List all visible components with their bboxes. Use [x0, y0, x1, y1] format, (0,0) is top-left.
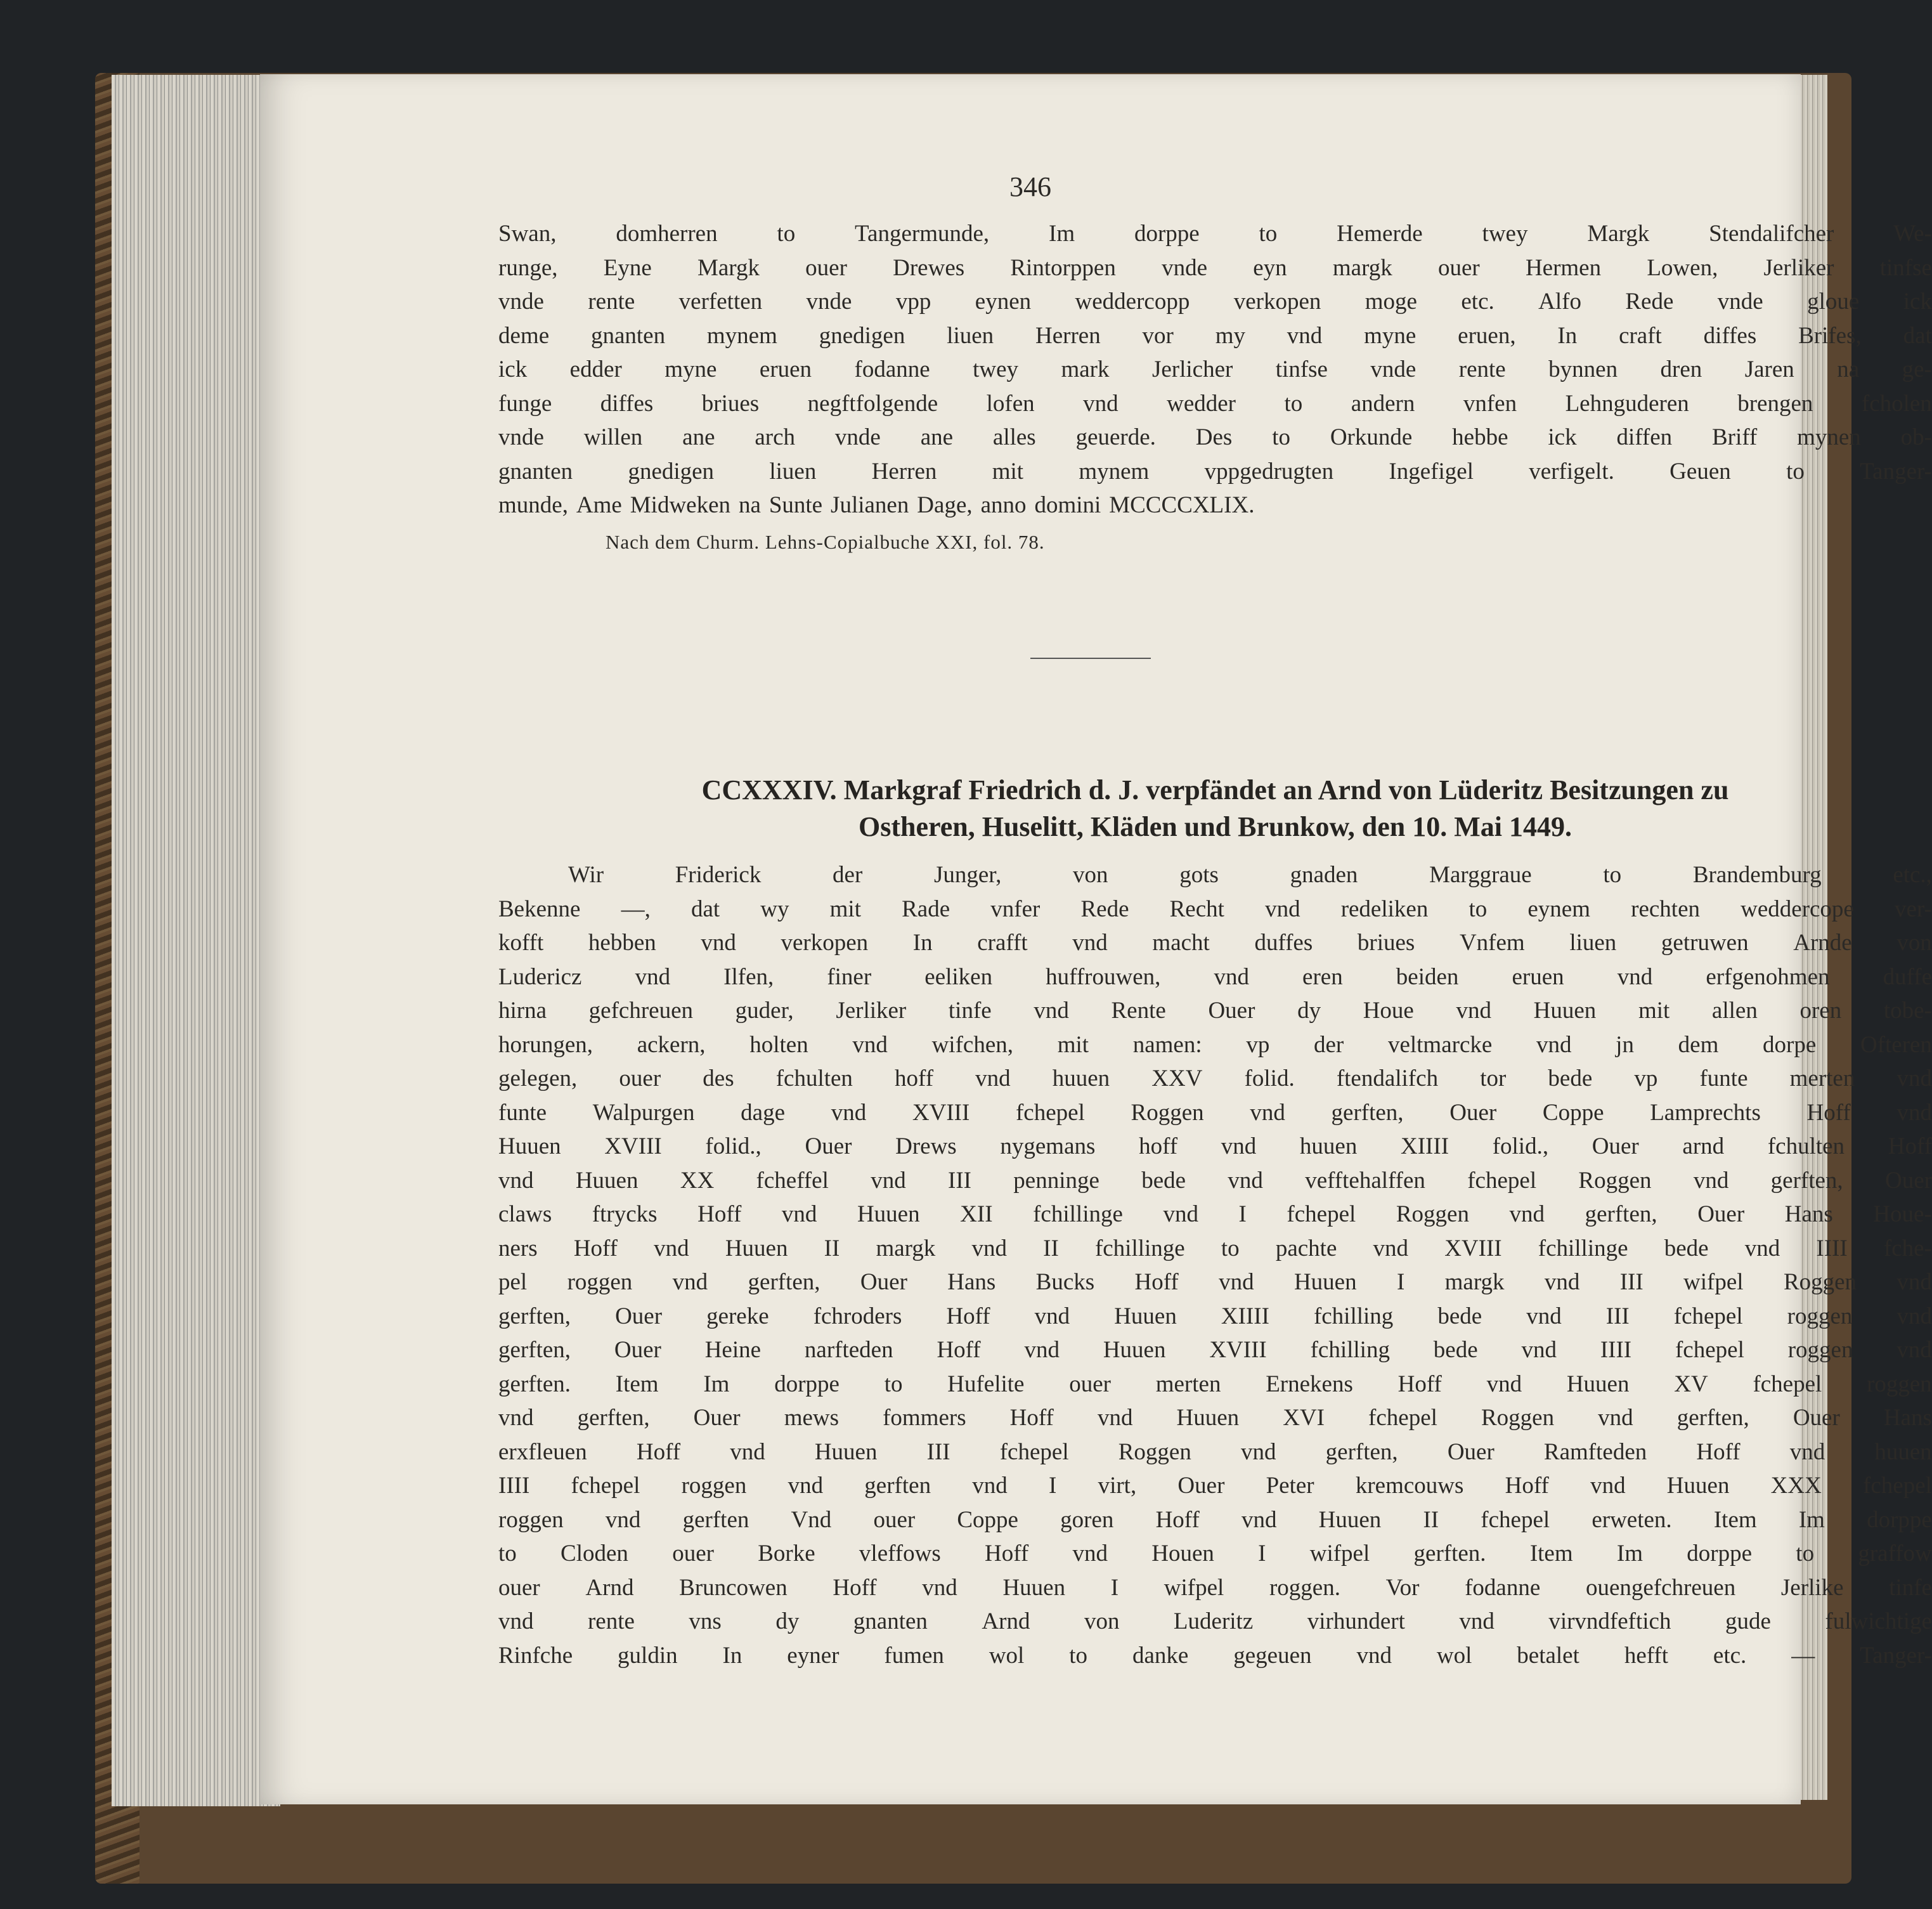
text-line: vnd rente vns dy gnanten Arnd von Luderitz virhundert vnd virvndfeftich gude fulwichtige	[498, 1608, 1932, 1634]
text-line: vnde willen ane arch vnde ane alles geuerde. Des to Orkunde hebbe ick diffen Briff mynen ob-	[498, 424, 1932, 450]
text-line: Ludericz vnd Ilfen, finer eeliken huffrouwen, vnd eren beiden eruen vnd erfgenohmen duffe	[498, 963, 1932, 990]
text-line: funte Walpurgen dage vnd XVIII fchepel Roggen vnd gerften, Ouer Coppe Lamprechts Hoff vnd	[498, 1099, 1932, 1126]
text-line: funge diffes briues negftfolgende lofen vnd wedder to andern vnfen Lehnguderen brengen fcholen	[498, 390, 1932, 417]
text-line: Wir Friderick der Junger, von gots gnaden Marggraue to Brandemburg etc.,	[568, 862, 1932, 888]
document-heading-line-1: CCXXXIV. Markgraf Friedrich d. J. verpfändet an Arnd von Lüderitz Besitzungen zu	[701, 774, 1729, 805]
text-line: hirna gefchreuen guder, Jerliker tinfe vnd Rente Ouer dy Houe vnd Huuen mit allen oren tobe-	[498, 998, 1932, 1024]
text-line: Rinfche guldin In eyner fumen wol to danke gegeuen vnd wol betalet hefft etc. — Tanger-	[498, 1642, 1932, 1669]
text-line: erxfleuen Hoff vnd Huuen III fchepel Roggen vnd gerften, Ouer Ramfteden Hoff vnd huuen	[498, 1438, 1932, 1465]
text-line: vnd Huuen XX fcheffel vnd III penninge bede vnd vefftehalffen fchepel Roggen vnd gerften, Ouer	[498, 1167, 1932, 1194]
text-line: Huuen XVIII folid., Ouer Drews nygemans hoff vnd huuen XIIII folid., Ouer arnd fchulten Hoff	[498, 1133, 1932, 1159]
document-heading-line-2: Ostheren, Huselitt, Kläden und Brunkow, den 10. Mai 1449.	[858, 811, 1572, 842]
text-line: Bekenne —, dat wy mit Rade vnfer Rede Recht vnd redeliken to eynem rechten weddercope ver-	[498, 896, 1932, 922]
text-line: ners Hoff vnd Huuen II margk vnd II fchillinge to pachte vnd XVIII fchillinge bede vnd IIII fche-	[498, 1235, 1932, 1261]
text-block-continuation	[498, 217, 1932, 523]
page-stack-left	[112, 75, 280, 1806]
text-line: horungen, ackern, holten vnd wifchen, mit namen: vp der veltmarcke vnd jn dem dorpe Ofteren	[498, 1031, 1932, 1058]
text-line: gelegen, ouer des fchulten hoff vnd huuen XXV folid. ftendalifch tor bede vp funte merten vnd	[498, 1065, 1932, 1091]
text-line: pel roggen vnd gerften, Ouer Hans Bucks Hoff vnd Huuen I margk vnd III wifpel Roggen vnd	[498, 1269, 1932, 1295]
text-line: vnde rente verfetten vnde vpp eynen weddercopp verkopen moge etc. Alfo Rede vnde gloue ick	[498, 289, 1932, 315]
text-line: ouer Arnd Bruncowen Hoff vnd Huuen I wifpel roggen. Vor fodanne ouengefchreuen Jerlike tinfe	[498, 1574, 1932, 1601]
text-block-charter	[498, 858, 1932, 1672]
text-line: ick edder myne eruen fodanne twey mark Jerlicher tinfse vnde rente bynnen dren Jaren na ge-	[498, 356, 1932, 382]
book-page	[260, 74, 1932, 1804]
text-line: vnd gerften, Ouer mews fommers Hoff vnd Huuen XVI fchepel Roggen vnd gerften, Ouer Hans	[498, 1405, 1932, 1431]
text-line: claws ftrycks Hoff vnd Huuen XII fchillinge vnd I fchepel Roggen vnd gerften, Ouer Hans Houe-	[498, 1201, 1932, 1227]
text-line: runge, Eyne Margk ouer Drewes Rintorppen vnde eyn margk ouer Hermen Lowen, Jerliker tinfse	[498, 254, 1932, 281]
source-note: Nach dem Churm. Lehns-Copialbuche XXI, fol. 78.	[606, 531, 1045, 553]
text-line: gerften, Ouer Heine narfteden Hoff vnd Huuen XVIII fchilling bede vnd IIII fchepel roggen vnd	[498, 1337, 1932, 1363]
page-number: 346	[1009, 171, 1051, 202]
section-divider	[1030, 658, 1151, 659]
text-line: kofft hebben vnd verkopen In crafft vnd macht duffes briues Vnfem liuen getruwen Arnde von	[498, 930, 1932, 956]
text-line: deme gnanten mynem gnedigen liuen Herren vor my vnd myne eruen, In craft diffes Brifes, dat	[498, 322, 1932, 349]
text-line: gnanten gnedigen liuen Herren mit mynem vppgedrugten Ingefigel verfigelt. Geuen to Tanger-	[498, 458, 1932, 485]
text-line: munde, Ame Midweken na Sunte Julianen Dage, anno domini MCCCCXLIX.	[498, 492, 1255, 518]
text-line: gerften. Item Im dorppe to Hufelite ouer merten Ernekens Hoff vnd Huuen XV fchepel roggen	[498, 1371, 1932, 1397]
text-line: gerften, Ouer gereke fchroders Hoff vnd Huuen XIIII fchilling bede vnd III fchepel roggen vnd	[498, 1303, 1932, 1329]
text-line: roggen vnd gerften Vnd ouer Coppe goren Hoff vnd Huuen II fchepel erweten. Item Im dorppe	[498, 1506, 1932, 1533]
text-line: IIII fchepel roggen vnd gerften vnd I virt, Ouer Peter kremcouws Hoff vnd Huuen XXX fchepel	[498, 1473, 1932, 1499]
text-line: to Cloden ouer Borke vleffows Hoff vnd Houen I wifpel gerften. Item Im dorppe to graffow	[498, 1541, 1932, 1567]
text-line: Swan, domherren to Tangermunde, Im dorppe to Hemerde twey Margk Stendalifcher We-	[498, 221, 1932, 247]
